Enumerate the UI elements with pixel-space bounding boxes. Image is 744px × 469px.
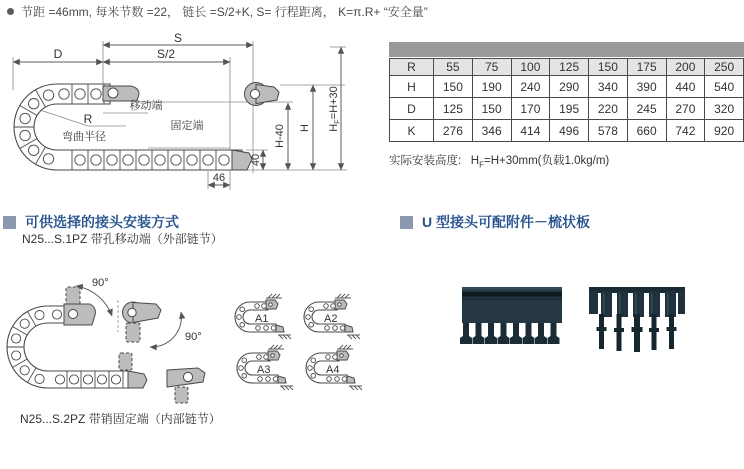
install-height-prefix: 实际安装高度: (389, 155, 462, 167)
table-cell: 150 (472, 98, 511, 120)
table-cell: 320 (705, 98, 744, 120)
table-header-cell: 100 (511, 59, 550, 76)
mount-option-label: A1 (255, 313, 269, 325)
table-header-cell: 175 (627, 59, 666, 76)
section-title: 可供选择的接头安装方式 (25, 214, 179, 230)
section-accessory (400, 212, 590, 232)
table-top-bar (389, 42, 744, 57)
table-row (390, 98, 744, 120)
table-row (390, 120, 744, 142)
label-fixed-end: 固定端 (170, 120, 204, 132)
table-cell: K (390, 120, 434, 142)
mount-option-label: A3 (257, 364, 271, 376)
mount-option-a2 (297, 292, 361, 342)
section-square-icon (3, 216, 16, 229)
table-cell: 390 (627, 76, 666, 98)
table-cell: 245 (627, 98, 666, 120)
dimension-table-panel (389, 42, 744, 169)
mount-option-label: A2 (324, 313, 338, 325)
mount-option-label: A4 (326, 364, 340, 376)
connector-rotation-diagram (0, 250, 220, 410)
dimension-table (389, 58, 744, 142)
pin-tab-top (66, 287, 80, 305)
table-cell: 920 (705, 120, 744, 142)
table-header-row (390, 59, 744, 76)
table-header-cell: 75 (472, 59, 511, 76)
rotated-bracket-top (123, 302, 162, 342)
table-cell: 190 (472, 76, 511, 98)
dim-label-d: D (53, 47, 63, 61)
spec-note (7, 3, 428, 20)
table-cell: 660 (627, 120, 666, 142)
table-cell: 195 (550, 98, 589, 120)
pin-tab-bottom (119, 353, 132, 370)
table-cell: 414 (511, 120, 550, 142)
dim-label-s-half: S/2 (156, 47, 176, 61)
dim-label-hf: $H_F=H+30$ (328, 86, 342, 132)
table-cell: 742 (666, 120, 705, 142)
table-cell: 578 (589, 120, 628, 142)
label-bend-radius: 弯曲半径 (62, 131, 106, 143)
table-cell: 290 (550, 76, 589, 98)
table-cell: 150 (434, 76, 473, 98)
angle-label-top: 90° (92, 277, 109, 289)
table-header-cell: R (390, 59, 434, 76)
chain-drawing (14, 83, 279, 171)
bullet-icon (7, 8, 14, 15)
table-header-cell: 125 (550, 59, 589, 76)
mount-option-a4 (299, 343, 363, 393)
table-cell: 540 (705, 76, 744, 98)
section-connector-options (3, 212, 179, 232)
table-cell: 346 (472, 120, 511, 142)
label-r: R (83, 112, 93, 126)
install-height-note (389, 152, 744, 169)
dim-label-s: S (173, 31, 183, 45)
table-cell: 340 (589, 76, 628, 98)
table-header-cell: 200 (666, 59, 705, 76)
comb-pins (597, 314, 677, 352)
dim-label-h: H (299, 124, 311, 132)
comb-plate-pins-photo (587, 285, 689, 353)
table-cell: 276 (434, 120, 473, 142)
section-square-icon (400, 216, 413, 229)
mount-option-a1 (228, 292, 292, 342)
spec-note-text: 节距 =46mm, 每米节数 =22， 链长 =S/2+K, S= 行程距离， K=π.R+ “安全量” (21, 5, 428, 19)
table-cell: 240 (511, 76, 550, 98)
dim-label-h40: H-40 (274, 124, 286, 148)
variant-top-caption: N25...S.1PZ 带孔移动端（外部链节） (22, 232, 223, 246)
variant-bottom-caption: N25...S.2PZ 带销固定端（内部链节） (20, 412, 221, 426)
dim-label-46: 46 (212, 172, 226, 184)
table-row (390, 76, 744, 98)
table-cell: 125 (434, 98, 473, 120)
table-header-cell: 55 (434, 59, 473, 76)
comb-plate-photo (460, 285, 565, 347)
mount-option-a3 (230, 343, 294, 393)
main-dimension-diagram (0, 30, 380, 202)
table-cell: 220 (589, 98, 628, 120)
table-cell: 440 (666, 76, 705, 98)
chain-end-wedge (232, 150, 252, 170)
angle-label-right: 90° (185, 331, 202, 343)
table-cell: 496 (550, 120, 589, 142)
mid-chain-end-wedge (128, 371, 147, 388)
rotated-bracket-bottom (167, 368, 205, 403)
table-cell: H (390, 76, 434, 98)
table-header-cell: 150 (589, 59, 628, 76)
table-cell: 270 (666, 98, 705, 120)
table-cell: D (390, 98, 434, 120)
table-cell: 170 (511, 98, 550, 120)
table-header-cell: 250 (705, 59, 744, 76)
comb-teeth (460, 323, 560, 344)
section-title: U 型接头可配附件－梳状板 (422, 214, 590, 230)
install-height-formula: $H_F=H+30mm$(负载1.0kg/m) (470, 155, 610, 170)
label-moving-end: 移动端 (129, 100, 163, 112)
dim-label-40: 40 (250, 153, 262, 167)
